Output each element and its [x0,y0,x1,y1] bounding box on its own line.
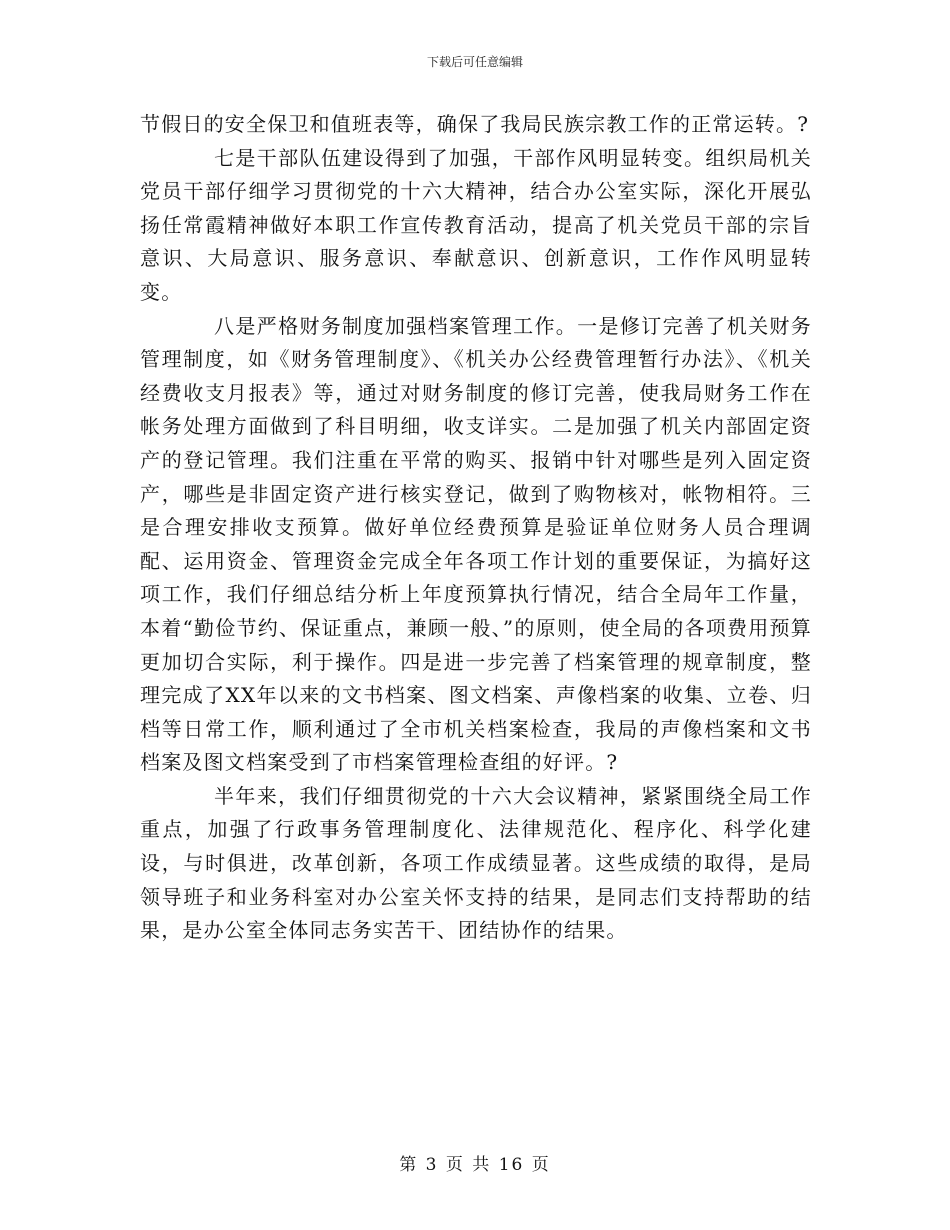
paragraph-finance-archives: 八是严格财务制度加强档案管理工作。一是修订完善了机关财务管理制度，如《财务管理制度》、《机关办公经费管理暂行办法》、《机关经费收支月报表》等，通过对财务制度的修订完善，使我局财务工作在帐务处理方面做到了科目明细，收支详实。二是加强了机关内部固定资产的登记管理。我们注重在平常的购买、报销中针对哪些是列入固定资产，哪些是非固定资产进行核实登记，做到了购物核对，帐物相符。三是合理安排收支预算。做好单位经费预算是验证单位财务人员合理调配、运用资金、管理资金完成全年各项工作计划的重要保证，为搞好这项工作，我们仔细总结分析上年度预算执行情况，结合全局年工作量，本着“勤俭节约、保证重点，兼顾一般、”的原则，使全局的各项费用预算更加切合实际，利于操作。四是进一步完善了档案管理的规章制度，整理完成了XX年以来的文书档案、图文档案、声像档案的收集、立卷、归档等日常工作，顺利通过了全市机关档案检查，我局的声像档案和文书档案及图文档案受到了市档案管理检查组的好评。? [140,313,812,775]
document-body [140,108,812,948]
page-header: 下载后可任意编辑 [426,55,523,69]
paragraph-continued: 节假日的安全保卫和值班表等，确保了我局民族宗教工作的正常运转。? [140,112,810,136]
paragraph-summary: 半年来，我们仔细贯彻党的十六大会议精神，紧紧围绕全局工作重点，加强了行政事务管理制度化、法律规范化、程序化、科学化建设，与时俱进，改革创新，各项工作成绩显著。这些成绩的取得，是局领导班子和业务科室对办公室关怀支持的结果，是同志们支持帮助的结果，是办公室全体同志务实苦干、团结协作的结果。 [140,783,812,943]
page-number: 第 3 页 共 16 页 [399,1155,551,1175]
paragraph-cadre-building: 七是干部队伍建设得到了加强，干部作风明显转变。组织局机关党员干部仔细学习贯彻党的十六大精神，结合办公室实际，深化开展弘扬任常霞精神做好本职工作宣传教育活动，提高了机关党员干部的宗旨意识、大局意识、服务意识、奉献意识、创新意识，工作作风明显转变。 [140,145,812,304]
